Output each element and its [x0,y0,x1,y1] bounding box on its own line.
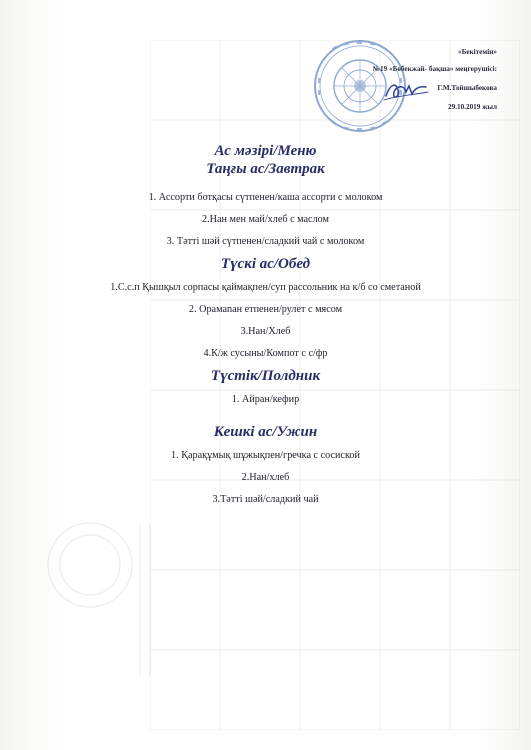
lunch-heading: Түскі ас/Обед [220,256,311,272]
lunch-item-1: 1.С.с.п Қышқыл сорпасы қаймақпен/суп рассольник на к/б со сметаной [110,282,421,293]
bleed-through-stamp [40,505,160,685]
snack-heading: Түстік/Полдник [210,368,321,384]
lunch-item-2: 2. Орамаnан етпенен/рулет с мясом [188,304,343,315]
approval-signatory: Г.М.Тойшыбекова [437,84,497,92]
breakfast-item-2: 2.Нан мен май/хлеб с маслом [201,214,329,225]
dinner-heading: Кешкі ас/Ужин [213,424,318,440]
approval-title: «Бекітемін» [457,48,497,56]
snack-item-1: 1. Айран/кефир [231,394,300,405]
lunch-item-3: 3.Нан/Хлеб [240,326,291,337]
breakfast-item-1: 1. Ассорти ботқасы сүтпенен/каша ассорти с молоком [148,192,383,203]
breakfast-item-3: 3. Тәтті шәй сүтпенен/сладкий чай с молоком [166,236,365,247]
approval-position: №19 «Бөбекжай- бақша» меңгерушісі: [372,65,497,73]
dinner-item-2: 2.Нан/хлеб [241,472,290,483]
menu-title: Ас мәзірі/Меню [214,143,317,159]
menu-content [0,142,531,505]
approval-block [373,44,497,116]
dinner-item-1: 1. Қарақұмық шұжықпен/гречка с сосиской [171,450,360,461]
breakfast-heading: Таңғы ас/Завтрак [206,161,325,177]
dinner-item-3: 3.Тәтті шәй/сладкий чай [212,494,319,505]
approval-date: 29.10.2019 жыл [448,103,497,111]
lunch-item-4: 4.К/ж сусыны/Компот с с/фр [203,348,328,359]
